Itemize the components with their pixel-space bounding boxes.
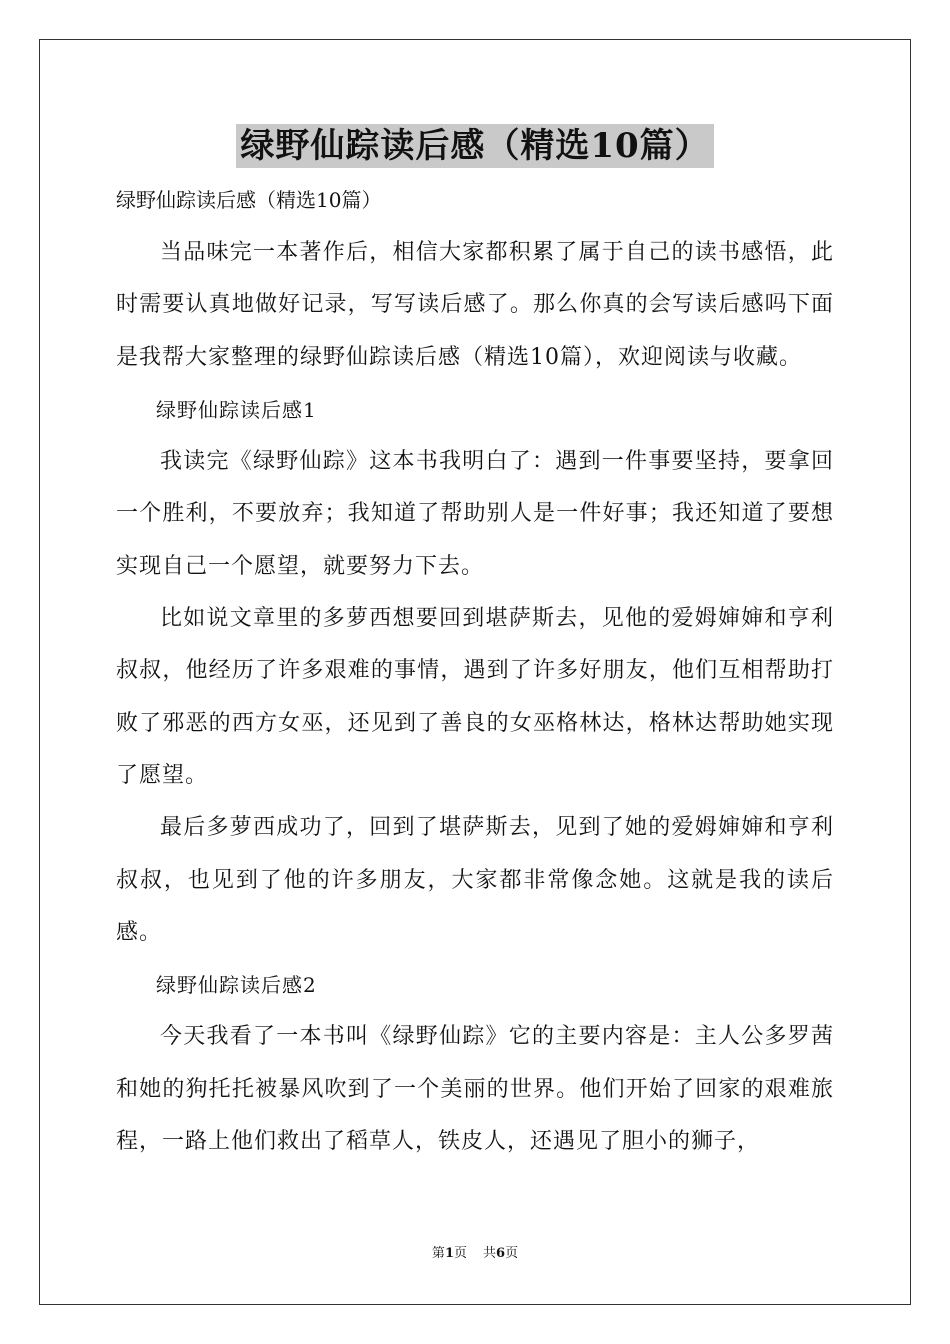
title-container	[0, 124, 950, 168]
paragraph: 比如说文章里的多萝西想要回到堪萨斯去，见他的爱姆婶婶和亨利叔叔，他经历了许多艰难的事情，遇到了许多好朋友，他们互相帮助打败了邪恶的西方女巫，还见到了善良的女巫格林达，格林达帮助她实现了愿望。	[116, 606, 834, 788]
document-title: 绿野仙踪读后感（精选10篇）	[236, 124, 713, 168]
paragraph: 今天我看了一本书叫《绿野仙踪》它的主要内容是：主人公多罗茜和她的狗托托被暴风吹到了一个美丽的世界。他们开始了回家的艰难旅程，一路上他们救出了稻草人，铁皮人，还遇见了胆小的狮子，	[116, 1024, 834, 1155]
section-heading-1: 绿野仙踪读后感1	[156, 397, 317, 422]
section-heading-2: 绿野仙踪读后感2	[156, 973, 317, 998]
page-total-suffix: 页	[505, 1246, 519, 1261]
document-body	[116, 227, 834, 1168]
page-total: 6	[496, 1246, 506, 1261]
paragraph: 我读完《绿野仙踪》这本书我明白了：遇到一件事要坚持，要拿回一个胜利，不要放弃；我知道了帮助别人是一件好事；我还知道了要想实现自己一个愿望，就要努力下去。	[116, 449, 834, 579]
document-subtitle: 绿野仙踪读后感（精选10篇）	[116, 188, 382, 212]
page-footer	[0, 1244, 950, 1264]
page-total-prefix: 共	[483, 1246, 497, 1261]
page-number-suffix: 页	[453, 1246, 467, 1261]
page-number-current: 1	[444, 1246, 454, 1261]
intro-paragraph: 当品味完一本著作后，相信大家都积累了属于自己的读书感悟，此时需要认真地做好记录，写写读后感了。那么你真的会写读后感吗下面是我帮大家整理的绿野仙踪读后感（精选10篇），欢迎阅读与收藏。	[116, 240, 834, 370]
paragraph: 最后多萝西成功了，回到了堪萨斯去，见到了她的爱姆婶婶和亨利叔叔，也见到了他的许多朋友，大家都非常像念她。这就是我的读后感。	[116, 815, 834, 945]
page-number-prefix: 第	[431, 1246, 445, 1261]
